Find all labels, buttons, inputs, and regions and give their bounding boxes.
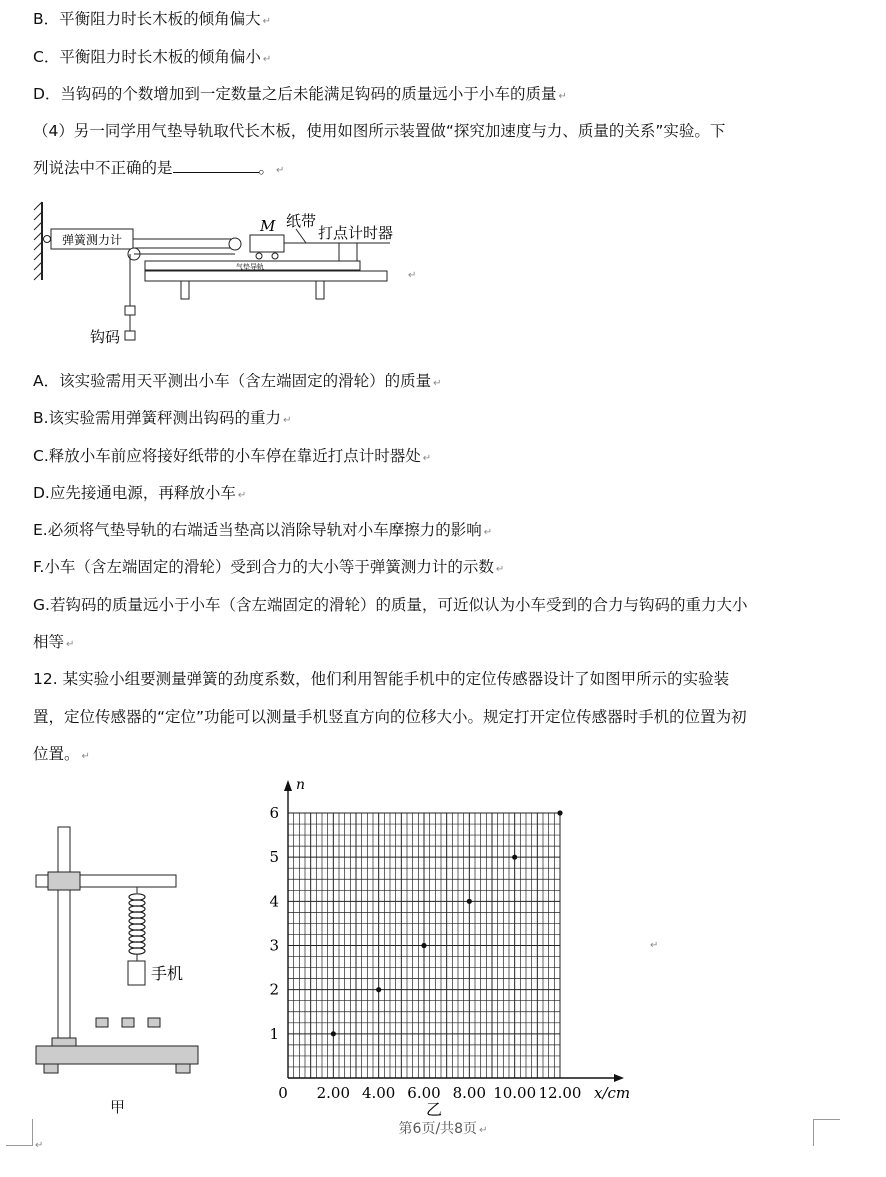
question-12-line1: 12. 某实验小组要测量弹簧的劲度系数，他们利用智能手机中的定位传感器设计了如图甲所示的实验装 <box>33 670 730 688</box>
x-tick-label: 8.00 <box>452 1084 487 1102</box>
y-tick-label: 1 <box>269 1024 279 1043</box>
stand-base <box>36 1046 198 1064</box>
phone <box>128 961 145 985</box>
pulley-cart <box>229 238 241 250</box>
timer-label: 打点计时器 <box>318 224 394 242</box>
cart <box>250 235 284 252</box>
corner-mark-left <box>6 1119 33 1146</box>
page-footer: 第6页/共8页 ↵ <box>398 1121 488 1137</box>
phone-label: 手机 <box>151 964 184 983</box>
chart-axes <box>284 780 624 1082</box>
question-12-line3: 位置。 ↵ <box>33 745 90 763</box>
question-4-line2: 列说法中不正确的是 。 ↵ <box>33 159 285 177</box>
spring-scale-label: 弹簧测力计 <box>61 233 123 247</box>
x-tick-label: 2.00 <box>316 1084 351 1102</box>
figure-jia-label: 甲 <box>110 1098 126 1116</box>
y-tick-label: 2 <box>269 980 279 999</box>
data-point <box>376 987 381 992</box>
x-tick-label: 6.00 <box>407 1084 441 1102</box>
clamp <box>48 872 80 890</box>
weight-1 <box>125 306 135 315</box>
question-4-line1: （4）另一同学用气垫导轨取代长木板，使用如图所示装置做“探究加速度与力、质量的关系”实验。下 <box>33 122 726 140</box>
data-point <box>421 943 426 948</box>
weights-label: 钩码 <box>90 328 121 346</box>
y-tick-label: 5 <box>269 848 279 867</box>
y-tick-label: 3 <box>269 936 279 955</box>
option-e: E.必须将气垫导轨的右端适当垫高以消除导轨对小车摩擦力的影响 ↵ <box>33 521 493 539</box>
option-d-line: D．当钩码的个数增加到一定数量之后未能满足钩码的质量远小于小车的质量 ↵ <box>33 85 567 103</box>
data-point <box>331 1031 336 1036</box>
mass-label: M <box>260 217 276 235</box>
tape-label: 纸带 <box>286 212 317 230</box>
stand-figure <box>30 825 210 1085</box>
x-tick-label: 10.00 <box>493 1084 537 1102</box>
option-g-line2: 相等 ↵ <box>33 633 75 651</box>
stand-pole <box>58 827 70 1039</box>
y-tick-label: 4 <box>269 892 279 911</box>
x-tick-label: 12.00 <box>538 1084 582 1102</box>
timer-box <box>339 243 357 261</box>
rail-base <box>145 271 387 281</box>
origin-label: 0 <box>278 1084 288 1102</box>
data-point <box>512 855 517 860</box>
x-axis-label: x/cm <box>594 1084 631 1102</box>
option-b-line: B．平衡阻力时长木板的倾角偏大 ↵ <box>33 10 272 28</box>
corner-mark-right <box>813 1119 840 1146</box>
chart-caption: 乙 <box>425 1100 443 1119</box>
data-point <box>557 810 562 815</box>
option-d2: D.应先接通电源，再释放小车 ↵ <box>33 484 247 502</box>
option-g-line1: G.若钩码的质量远小于小车（含左端固定的滑轮）的质量，可近似认为小车受到的合力与钩码的重力大小 <box>33 596 748 614</box>
option-f: F.小车（含左端固定的滑轮）受到合力的大小等于弹簧测力计的示数 ↵ <box>33 558 505 576</box>
answer-blank[interactable] <box>173 158 259 173</box>
weights-group <box>96 1018 160 1027</box>
x-tick-label: 4.00 <box>361 1084 396 1102</box>
y-tick-label: 6 <box>269 804 279 822</box>
rail-label: 气垫导轨 <box>236 263 264 271</box>
weight-2 <box>125 331 135 340</box>
option-b2: B.该实验需用弹簧秤测出钩码的重力 ↵ <box>33 409 292 427</box>
spring <box>129 894 145 954</box>
option-c-line: C．平衡阻力时长木板的倾角偏小 ↵ <box>33 48 272 66</box>
data-point <box>467 899 472 904</box>
displacement-chart <box>262 775 642 1120</box>
air-track-figure <box>30 198 420 348</box>
option-a: A．该实验需用天平测出小车（含左端固定的滑轮）的质量 ↵ <box>33 372 442 390</box>
y-axis-label: n <box>296 777 306 793</box>
option-c2: C.释放小车前应将接好纸带的小车停在靠近打点计时器处 ↵ <box>33 447 432 465</box>
question-12-line2: 置，定位传感器的“定位”功能可以测量手机竖直方向的位移大小。规定打开定位传感器时手机的位置为初 <box>33 708 747 726</box>
